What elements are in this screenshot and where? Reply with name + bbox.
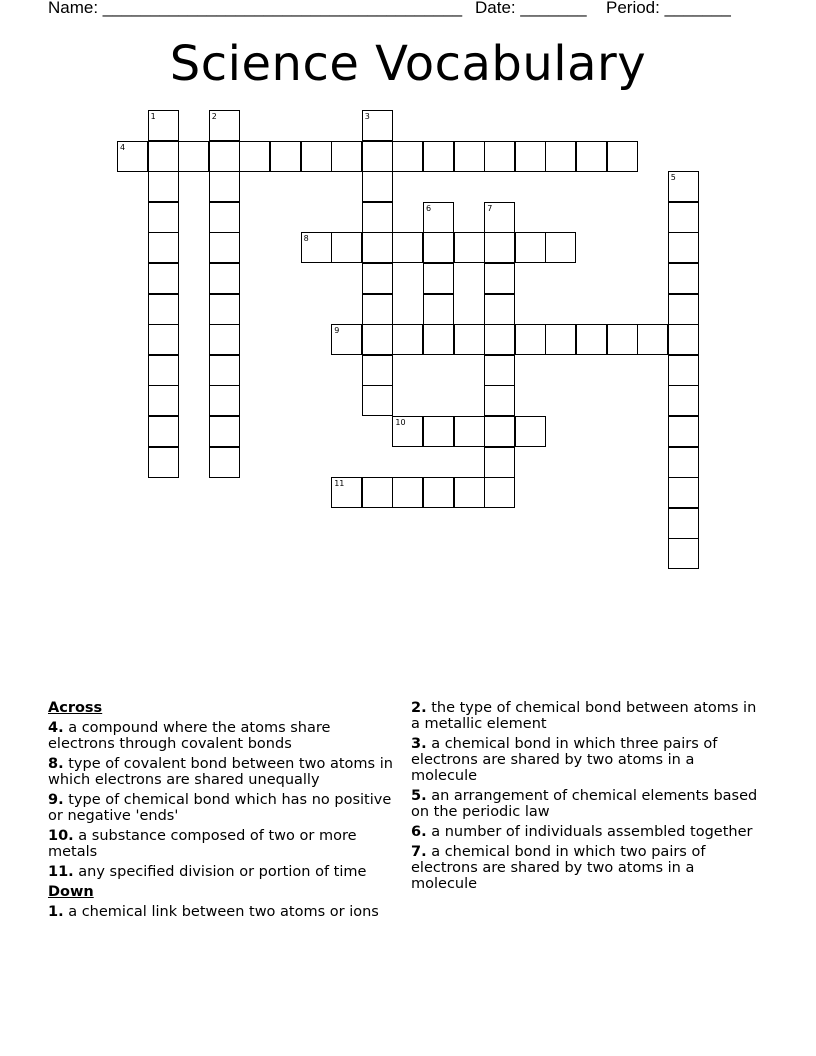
date-field[interactable]: Date: _______ — [475, 0, 587, 17]
grid-cell[interactable] — [148, 294, 179, 325]
grid-cell[interactable] — [362, 385, 393, 416]
grid-cell[interactable] — [209, 355, 240, 386]
clue-item — [411, 844, 761, 892]
clue-item — [48, 792, 398, 824]
clue-number: 11 — [334, 479, 345, 489]
grid-cell[interactable] — [668, 171, 699, 202]
grid-cell[interactable] — [148, 385, 179, 416]
clue-number-label: 2. — [411, 700, 427, 716]
clue-text: a chemical bond in which two pairs of electrons are shared by two atoms in a molecule — [411, 844, 706, 892]
grid-cell[interactable] — [331, 324, 362, 355]
clue-number: 8 — [303, 234, 309, 244]
clue-section-heading: Down — [48, 884, 94, 900]
grid-cell[interactable] — [148, 202, 179, 233]
clue-text: a compound where the atoms share electrons through covalent bonds — [48, 720, 331, 752]
grid-cell[interactable] — [484, 385, 515, 416]
clue-number: 6 — [426, 203, 432, 213]
grid-cell[interactable] — [515, 232, 546, 263]
clues-column-right — [411, 700, 761, 896]
clue-text: the type of chemical bond between atoms in a metallic element — [411, 700, 757, 732]
grid-cell[interactable] — [362, 171, 393, 202]
clue-number-label: 1. — [48, 904, 64, 920]
clue-number: 9 — [334, 326, 340, 336]
grid-cell[interactable] — [668, 477, 699, 508]
clue-number-label: 10. — [48, 828, 74, 844]
grid-cell[interactable] — [423, 141, 454, 172]
clue-text: type of covalent bond between two atoms in which electrons are shared unequally — [48, 756, 393, 788]
clue-number-label: 3. — [411, 736, 427, 752]
grid-cell[interactable] — [668, 355, 699, 386]
clue-item — [48, 720, 398, 752]
grid-cell[interactable] — [454, 477, 485, 508]
grid-cell[interactable] — [423, 324, 454, 355]
grid-cell[interactable] — [668, 385, 699, 416]
grid-cell[interactable] — [148, 355, 179, 386]
clue-text: an arrangement of chemical elements based on the periodic law — [411, 788, 758, 820]
clues-column-left — [48, 700, 398, 924]
clue-number: 7 — [487, 203, 493, 213]
clue-number-label: 11. — [48, 864, 74, 880]
grid-cell[interactable] — [423, 202, 454, 233]
grid-cell[interactable] — [545, 324, 576, 355]
grid-cell[interactable] — [362, 141, 393, 172]
grid-cell[interactable] — [668, 538, 699, 569]
grid-cell[interactable] — [392, 416, 423, 447]
grid-cell[interactable] — [331, 477, 362, 508]
clue-number-label: 8. — [48, 756, 64, 772]
grid-cell[interactable] — [423, 263, 454, 294]
grid-cell[interactable] — [148, 232, 179, 263]
grid-cell[interactable] — [668, 202, 699, 233]
grid-cell[interactable] — [484, 141, 515, 172]
grid-cell[interactable] — [148, 263, 179, 294]
clue-text: any specified division or portion of time — [73, 864, 367, 880]
clue-number-label: 6. — [411, 824, 427, 840]
clue-number: 10 — [395, 418, 406, 427]
grid-cell[interactable] — [362, 110, 393, 141]
grid-cell[interactable] — [668, 294, 699, 325]
grid-cell[interactable] — [209, 294, 240, 325]
grid-cell[interactable] — [209, 263, 240, 294]
grid-cell[interactable] — [362, 202, 393, 233]
clue-text: a chemical bond in which three pairs of electrons are shared by two atoms in a molecule — [411, 736, 718, 784]
grid-cell[interactable] — [454, 324, 485, 355]
grid-cell[interactable] — [178, 141, 209, 172]
grid-cell[interactable] — [607, 324, 638, 355]
clue-text: a substance composed of two or more metals — [48, 828, 357, 860]
grid-cell[interactable] — [423, 416, 454, 447]
clue-item — [411, 824, 761, 840]
clue-number-label: 9. — [48, 792, 64, 808]
grid-cell[interactable] — [484, 355, 515, 386]
grid-cell[interactable] — [484, 416, 515, 447]
grid-cell[interactable] — [545, 141, 576, 172]
grid-cell[interactable] — [301, 232, 332, 263]
grid-cell[interactable] — [607, 141, 638, 172]
clue-number: 4 — [120, 142, 126, 152]
grid-cell[interactable] — [484, 263, 515, 294]
grid-cell[interactable] — [362, 263, 393, 294]
grid-cell[interactable] — [209, 385, 240, 416]
grid-cell[interactable] — [331, 141, 362, 172]
grid-cell[interactable] — [239, 141, 270, 172]
grid-cell[interactable] — [576, 324, 607, 355]
clue-number-label: 4. — [48, 720, 64, 736]
clue-number: 5 — [670, 173, 676, 183]
grid-cell[interactable] — [668, 416, 699, 447]
clue-item — [411, 700, 761, 732]
grid-cell[interactable] — [148, 171, 179, 202]
clue-text: type of chemical bond which has no positive or negative 'ends' — [48, 792, 392, 824]
grid-cell[interactable] — [423, 232, 454, 263]
grid-cell[interactable] — [209, 447, 240, 478]
clue-item — [48, 904, 398, 920]
grid-cell[interactable] — [484, 477, 515, 508]
grid-cell[interactable] — [209, 232, 240, 263]
clue-item — [48, 828, 398, 860]
grid-cell[interactable] — [301, 141, 332, 172]
grid-cell[interactable] — [148, 416, 179, 447]
grid-cell[interactable] — [362, 477, 393, 508]
grid-cell[interactable] — [362, 232, 393, 263]
page-title: Science Vocabulary — [169, 36, 647, 92]
grid-cell[interactable] — [423, 294, 454, 325]
grid-cell[interactable] — [454, 232, 485, 263]
grid-cell[interactable] — [117, 141, 148, 172]
name-field[interactable]: Name: ______________________________________ — [48, 0, 463, 17]
clue-item — [48, 756, 398, 788]
grid-cell[interactable] — [515, 324, 546, 355]
grid-cell[interactable] — [209, 171, 240, 202]
grid-cell[interactable] — [392, 324, 423, 355]
grid-cell[interactable] — [148, 447, 179, 478]
grid-cell[interactable] — [209, 141, 240, 172]
clue-number-label: 7. — [411, 844, 427, 860]
grid-cell[interactable] — [209, 202, 240, 233]
period-field[interactable]: Period: _______ — [606, 0, 731, 17]
grid-cell[interactable] — [515, 141, 546, 172]
grid-cell[interactable] — [362, 355, 393, 386]
grid-cell[interactable] — [148, 324, 179, 355]
grid-cell[interactable] — [484, 447, 515, 478]
grid-cell[interactable] — [484, 324, 515, 355]
grid-cell[interactable] — [668, 447, 699, 478]
grid-cell[interactable] — [576, 141, 607, 172]
grid-cell[interactable] — [362, 324, 393, 355]
grid-cell[interactable] — [637, 324, 668, 355]
clue-item — [411, 736, 761, 784]
grid-cell[interactable] — [209, 324, 240, 355]
grid-cell[interactable] — [484, 232, 515, 263]
grid-cell[interactable] — [484, 202, 515, 233]
clue-item — [48, 864, 398, 880]
grid-cell[interactable] — [148, 110, 179, 141]
clue-number: 3 — [364, 112, 370, 121]
grid-cell[interactable] — [454, 416, 485, 447]
grid-cell[interactable] — [209, 416, 240, 447]
grid-cell[interactable] — [423, 477, 454, 508]
grid-cell[interactable] — [668, 508, 699, 539]
clue-number: 1 — [150, 112, 156, 121]
grid-cell[interactable] — [392, 232, 423, 263]
grid-cell[interactable] — [515, 416, 546, 447]
clue-text: a number of individuals assembled together — [426, 824, 753, 840]
grid-cell[interactable] — [148, 141, 179, 172]
grid-cell[interactable] — [392, 477, 423, 508]
grid-cell[interactable] — [454, 141, 485, 172]
grid-cell[interactable] — [668, 232, 699, 263]
clue-item — [411, 788, 761, 820]
grid-cell[interactable] — [331, 232, 362, 263]
grid-cell[interactable] — [209, 110, 240, 141]
grid-cell[interactable] — [484, 294, 515, 325]
grid-cell[interactable] — [362, 294, 393, 325]
clue-number-label: 5. — [411, 788, 427, 804]
clue-number: 2 — [211, 112, 217, 121]
grid-cell[interactable] — [270, 141, 301, 172]
grid-cell[interactable] — [668, 263, 699, 294]
grid-cell[interactable] — [668, 324, 699, 355]
clue-section-heading: Across — [48, 700, 103, 716]
grid-cell[interactable] — [392, 141, 423, 172]
clue-text: a chemical link between two atoms or ions — [63, 904, 379, 920]
grid-cell[interactable] — [545, 232, 576, 263]
